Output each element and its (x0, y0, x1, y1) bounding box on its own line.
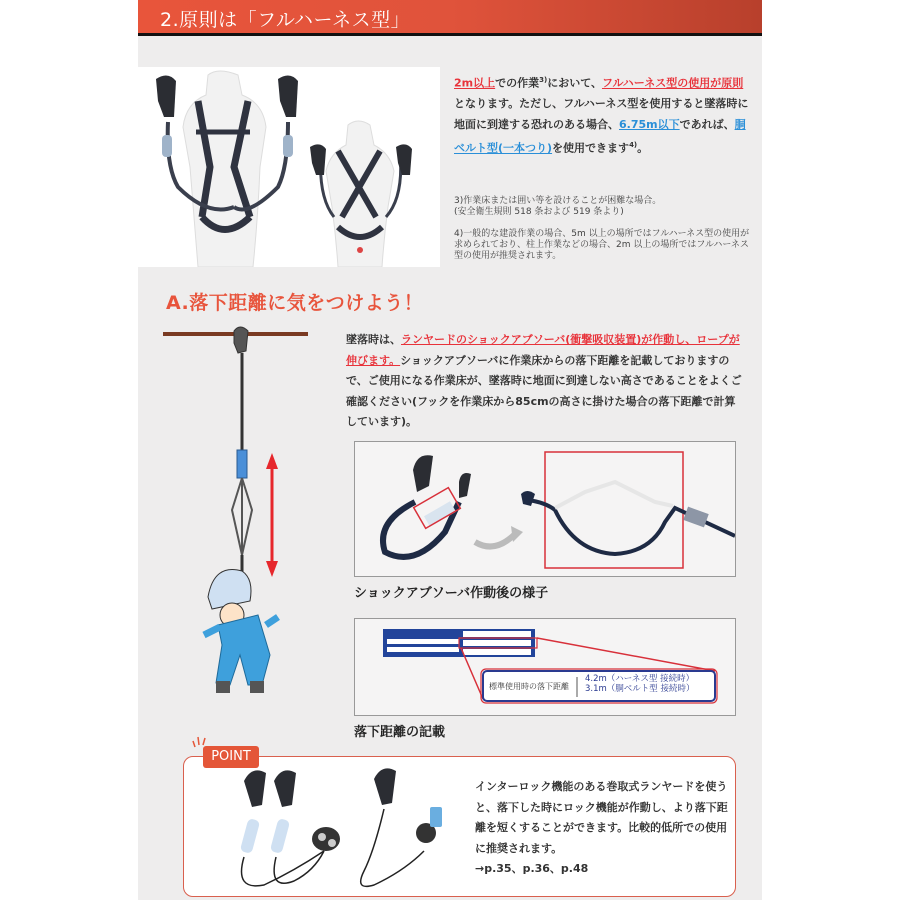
footnote-3-line2: (安全衛生規則 518 条および 519 条より) (454, 207, 624, 217)
text: において、 (547, 76, 602, 90)
label-value-belt: 3.1m（胴ベルト型 接続時） (585, 684, 695, 694)
footnote-4 (454, 229, 754, 262)
point-description: インターロック機能のある巻取式ランヤードを使うと、落下した時にロック機能が作動し、より落下距離を短くすることができます。比較的低所での使用に推奨されます。 (475, 780, 728, 855)
section-title: 2.原則は「フルハーネス型」 (160, 9, 411, 31)
worker-fall-icon (158, 325, 343, 695)
footnote-ref-4[interactable]: 4) (629, 141, 638, 150)
text: ショックアブソーバに作業床からの落下距離を記載しておりますので、ご使用になる作業床が、墜落時に地面に到達しない高さであることをよくご確認ください(フックを作業床から85cmの高さに掛けた場合の落下距離で計算しています)。 (346, 353, 742, 428)
text: となります。ただし、フルハーネス型を使用すると墜落時に地面に到達する恐れのある場合、 (454, 97, 749, 131)
label-values (585, 674, 695, 694)
text: 。 (637, 141, 649, 155)
section-a-paragraph (346, 330, 746, 433)
label-key: 標準使用時の落下距離 (489, 682, 569, 691)
fall-distance-label-figure (354, 618, 736, 716)
retractable-lanyard-image (204, 761, 454, 896)
highlight-principle: フルハーネス型の使用が原則 (601, 76, 744, 90)
point-text (475, 777, 735, 880)
warning-label-image (355, 619, 735, 715)
point-badge: POINT (203, 746, 259, 768)
harness-photo (138, 67, 440, 267)
harness-mannequin-image (138, 67, 440, 267)
text: 墜落時は、 (346, 333, 401, 346)
lanyard-before-after-image (355, 442, 735, 576)
page (138, 0, 762, 900)
text: であれば、 (679, 117, 735, 131)
section-a-title: A.落下距離に気をつけよう！ (166, 292, 424, 314)
fall-illustration (158, 325, 343, 695)
footnote-ref-3[interactable]: 3) (539, 76, 548, 84)
text: を使用できます (552, 141, 630, 155)
footnote-3-line1: 3)作業床または囲い等を設けることが困難な場合。 (454, 196, 662, 206)
highlight-absorber: ランヤードのショックアブソーバ(衝撃吸収装置)が作動し、ロープが伸びます。 (346, 333, 740, 367)
footnote-3 (454, 196, 754, 218)
intro-paragraph (454, 70, 754, 159)
footnote-4-text: 4)一般的な建設作業の場合、5m 以上の場所ではフルハーネス型の使用が求められており、柱上作業などの場合、2m 以上の場所ではフルハーネス型の使用が推奨されます。 (454, 229, 750, 261)
footnotes (454, 196, 754, 273)
section-header (138, 0, 762, 36)
highlight-height: 2m以上 (454, 76, 496, 90)
label-value-harness: 4.2m（ハーネス型 接続時） (585, 674, 695, 684)
text: での作業 (495, 76, 540, 90)
figure2-caption: 落下距離の記載 (354, 725, 446, 740)
page-references-link[interactable]: →p.35、p.36、p.48 (475, 862, 589, 875)
figure1-caption: ショックアブソーバ作動後の様子 (354, 586, 549, 601)
shock-absorber-figure (354, 441, 736, 577)
highlight-6-75m: 6.75m以下 (619, 117, 680, 131)
highlight-belt-type: 胴ベルト型(一本つり) (454, 117, 746, 155)
